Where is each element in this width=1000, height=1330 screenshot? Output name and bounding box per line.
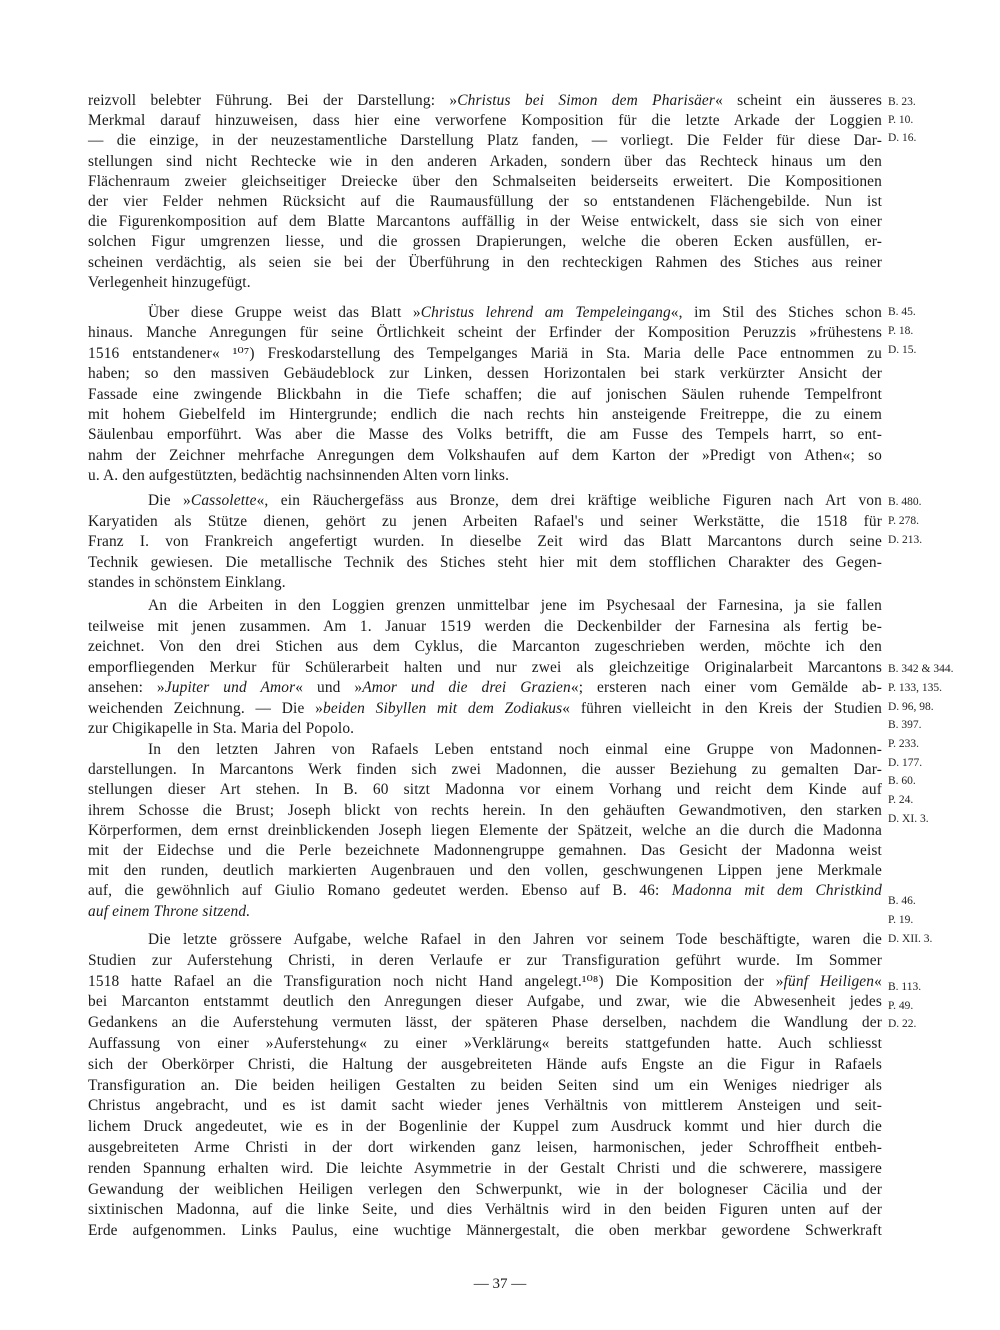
- margin-reference: B. 480.: [888, 496, 922, 508]
- text-line: [88, 1117, 882, 1137]
- text-line: [88, 111, 882, 131]
- text-line: [88, 821, 882, 841]
- text-run: nahm der Zeichner mehrfache Anregungen dem Volkshaufen auf dem Karton der »Predigt von Athen«; so: [88, 446, 882, 464]
- text-line: [88, 1034, 882, 1054]
- margin-reference: D. 16.: [888, 132, 917, 144]
- text-line: [88, 1055, 882, 1075]
- margin-reference: P. 10.: [888, 114, 914, 126]
- text-run: « scheint ein äusseres: [715, 92, 882, 109]
- italic-title: Amor und die drei Grazien: [362, 679, 571, 696]
- text-run: weichenden Zeichnung. — Die »: [88, 699, 323, 717]
- text-run: Merkmal darauf hinzuweisen, dass hier eine verworfene Komposition für die letzte Arkade der Loggien: [88, 112, 882, 130]
- text-line: [148, 491, 882, 511]
- text-line: [88, 405, 882, 425]
- text-run: stellungen sind nicht Rechtecke wie in den anderen Arkaden, sondern über das Rechteck hinaus um den: [88, 152, 882, 170]
- text-line: [88, 861, 882, 881]
- margin-reference: P. 49.: [888, 1000, 914, 1012]
- text-line: [88, 780, 882, 800]
- italic-title: Cassolette: [190, 492, 257, 509]
- text-line: [88, 902, 882, 922]
- text-run: Karyatiden als Stütze dienen, gehört zu jenen Arbeiten Rafael's und seiner Werkstätte, die 1518 für: [88, 512, 882, 530]
- text-line: [88, 253, 882, 273]
- text-line: [148, 303, 882, 323]
- text-line: [88, 841, 882, 861]
- text-run: scheinen verdächtig, als seien sie bei der Überführung in den rechteckigen Rahmen des Stiches aus reiner: [88, 253, 882, 271]
- text-run: teilweise mit jenen zusammen. Am 1. Januar 1519 werden die Deckenbilder der Farnesina als fertig be-: [88, 617, 882, 635]
- text-line: [88, 1013, 882, 1033]
- margin-reference: D. XI. 3.: [888, 813, 929, 825]
- text-run: « und »: [295, 679, 363, 696]
- text-line: [88, 760, 882, 780]
- italic-title: Madonna mit dem Christkind: [671, 882, 882, 900]
- text-run: Fassade eine zwingende Blickbahn in die Tiefe schaffen; die auf jonischen Säulen ruhende Tempelfront: [88, 385, 882, 403]
- text-run: Körperformen, dem ernst dreinblickenden Joseph liegen Elemente der Spätzeit, welche an die durch die Madonna: [88, 821, 882, 839]
- text-run: solchen Figur umgrenzen liesse, und die grossen Drapierungen, welche die oberen Ecken ausfüllen, er-: [88, 233, 882, 251]
- margin-reference: P. 278.: [888, 515, 919, 527]
- margin-reference: B. 342 & 344.: [888, 663, 954, 675]
- italic-title: beiden Sibyllen mit dem Zodiakus: [322, 699, 563, 717]
- text-run: der vier Felder nehmen Rücksicht auf die Raumausfüllung der so entstandenen Flächengebilde. Nun ist: [88, 193, 882, 210]
- text-line: [88, 972, 882, 992]
- text-run: auf, die gewöhnlich auf Giulio Romano gedeutet werden. Ebenso auf B. 46:: [88, 882, 672, 900]
- margin-reference: P. 18.: [888, 325, 914, 337]
- italic-title: Christus bei Simon dem Pharisäer: [457, 92, 716, 109]
- margin-reference: B. 23.: [888, 96, 916, 108]
- text-line: [88, 1076, 882, 1096]
- text-run: mit hohem Giebelfeld im Hintergrunde; endlich die nach rechts hin ansteigende Freitreppe, die zu einem: [88, 406, 882, 423]
- text-run: sich der Oberkörper Christi, die Haltung der ausgebreiteten Hände aufs Engste an die Figur in Rafaels: [88, 1055, 882, 1073]
- text-line: [88, 699, 882, 719]
- text-run: stellungen dieser Art stehen. In B. 60 sitzt Madonna vor einem Vorhang und reicht dem Kinde auf: [88, 781, 882, 799]
- text-run: mit den runden, deutlich markierten Augenbrauen und den vollen, geschwungenen Lippen jene Merkmale: [88, 862, 882, 880]
- text-run: Erde aufgenommen. Links Paulus, eine wuchtige Männergestalt, die oben merkbar gewordene Schwerkraft: [88, 1222, 882, 1240]
- text-run: sixtinischen Madonna, auf die linke Seite, und dies Verhältnis wird in den beiden Figuren unten auf der: [88, 1201, 882, 1219]
- text-run: zur Chigikapelle in Sta. Maria del Popolo.: [88, 720, 355, 737]
- margin-reference: B. 60.: [888, 775, 916, 787]
- text-run: In den letzten Jahren von Rafaels Leben entstand noch einmal eine Gruppe von Madonnen-: [148, 741, 882, 758]
- text-line: [88, 466, 882, 486]
- page-number: — 37 —: [473, 1276, 527, 1292]
- text-run: 1516 entstandener« ¹⁰⁷) Freskodarstellung des Tempelganges Mariä in Sta. Maria delle Pace entnommen zu: [88, 344, 882, 362]
- text-line: [148, 596, 882, 616]
- italic-title: Jupiter und Amor: [164, 679, 296, 696]
- text-run: Flächenraum zweier gleichseitiger Dreiecke über den Schmalseiten beiderseits erweitert. Die Kompositionen: [88, 172, 882, 190]
- text-line: [88, 1180, 882, 1200]
- text-line: [88, 1138, 882, 1158]
- margin-reference: P. 24.: [888, 794, 914, 806]
- text-run: Gewandung der weiblichen Heiligen verlegen den Schwerpunkt, wie in der bologneser Cäcilia und der: [88, 1180, 882, 1198]
- text-run: Gedankens an die Auferstehung vermuten lässt, der späteren Phase derselben, nachdem die Wandlung der: [88, 1014, 882, 1032]
- text-run: mit der Eidechse und die Perle bezeichnete Madonnengruppe gemahnen. Das Gesicht der Madonna weist: [88, 842, 882, 859]
- text-run: «: [874, 972, 882, 990]
- margin-reference: D. 22.: [888, 1018, 917, 1030]
- text-line: [148, 930, 882, 950]
- margin-reference: D. 177.: [888, 757, 923, 769]
- text-line: [88, 532, 882, 552]
- text-line: [88, 881, 882, 901]
- text-line: [88, 658, 882, 678]
- text-run: standes in schönstem Einklang.: [88, 574, 286, 591]
- text-run: hinaus. Manche Anregungen für seine Örtlichkeit scheint der Erfinder der Komposition Peruzzis »frühestens: [88, 324, 882, 342]
- text-run: Die letzte grössere Aufgabe, welche Rafael in den Jahren vor seinem Tode beschäftigte, waren die: [148, 931, 882, 948]
- margin-reference: D. 96, 98.: [888, 701, 934, 713]
- text-line: [88, 992, 882, 1012]
- text-run: Christus angebracht, und es ist damit sacht wieder jenes Verhältnis von mittlerem Ansteigen und seit-: [88, 1097, 882, 1115]
- margin-reference: B. 397.: [888, 719, 922, 731]
- text-run: Auffassung von einer »Auferstehung« zu einer »Verklärung« bereits stattgefunden hatte. Auch schliesst: [88, 1035, 882, 1052]
- text-line: [148, 740, 882, 760]
- text-run: Die »: [148, 492, 191, 509]
- text-line: [88, 801, 882, 821]
- text-run: 1518 hatte Rafael an die Transfiguration noch nicht Hand angelegt.¹⁰⁸) Die Komposition der »: [88, 972, 784, 990]
- text-run: u. A. den aufgestützten, bedächtig nachsinnenden Alten vorn links.: [88, 467, 510, 485]
- text-run: bei Marcanton entstammt deutlich den Anregungen dieser Aufgabe, und zwar, wie die Abwesenheit jedes: [88, 993, 882, 1011]
- text-run: «, im Stil des Stiches schon: [670, 304, 883, 321]
- text-run: «, ein Räuchergefäss aus Bronze, dem drei kräftige weibliche Figuren nach Art von: [256, 492, 883, 509]
- text-line: [88, 344, 882, 364]
- margin-reference: P. 133, 135.: [888, 682, 942, 694]
- text-line: [88, 425, 882, 445]
- margin-reference: B. 45.: [888, 306, 916, 318]
- text-run: darstellungen. In Marcantons Werk finden sich zwei Madonnen, die ausser Beziehung zu gemalten Dar-: [88, 761, 882, 779]
- text-line: [88, 637, 882, 657]
- text-line: [88, 573, 882, 593]
- italic-title: Christus lehrend am Tempeleingang: [420, 304, 671, 321]
- text-line: [88, 172, 882, 192]
- text-run: Über diese Gruppe weist das Blatt »: [148, 304, 421, 321]
- text-line: [88, 232, 882, 252]
- text-run: lichem Druck angedeutet, wie es in der Bogenlinie der Kuppel zum Ausdruck kommt und hier durch die: [88, 1118, 882, 1136]
- text-run: Technik gewiesen. Die metallische Technik des Stiches steht hier mit dem stofflichen Charakter des Gegen-: [88, 553, 882, 571]
- margin-reference: D. 15.: [888, 344, 917, 356]
- text-run: ausgebreiteten Arme Christi in der dort wirkenden ganz leisen, harmonischen, jeder Schroffheit entbeh-: [88, 1139, 882, 1156]
- text-run: ansehen: »: [88, 679, 165, 696]
- text-line: [88, 192, 882, 212]
- text-line: [88, 1221, 882, 1241]
- margin-reference: P. 233.: [888, 738, 919, 750]
- text-line: [88, 364, 882, 384]
- text-line: [88, 1200, 882, 1220]
- text-line: [88, 617, 882, 637]
- margin-reference: D. 213.: [888, 534, 923, 546]
- italic-title: fünf Heiligen: [783, 972, 875, 990]
- text-run: ihrem Schosse die Brust; Joseph blickt von rechts herein. In den gehäuften Gewandmotiven, den starken: [88, 801, 882, 819]
- text-run: Studien zur Auferstehung Christi, in deren Verlaufe er zur Transfiguration geführt wurde. Im Sommer: [88, 951, 882, 969]
- text-run: haben; so den massiven Gebäudeblock zur Linken, dessen Horizontalen bei stark verkürzter Ansicht der: [88, 365, 882, 383]
- text-run: « führen vielleicht in den Kreis der Studien: [562, 699, 883, 717]
- text-line: [88, 719, 882, 739]
- text-run: zeichnet. Von den drei Stichen aus dem Cyklus, die Marcanton zugeschrieben werden, möchte ich den: [88, 638, 882, 655]
- text-line: [88, 512, 882, 532]
- margin-reference: B. 46.: [888, 895, 916, 907]
- text-line: [88, 1159, 882, 1179]
- text-line: [88, 446, 882, 466]
- text-line: [88, 131, 882, 151]
- text-line: [88, 1096, 882, 1116]
- text-run: Franz I. von Frankreich angefertigt wurden. In dieselbe Zeit wird das Blatt Marcantons durch seine: [88, 533, 882, 550]
- text-run: «; ersteren nach einer vom Gemälde ab-: [570, 679, 882, 696]
- margin-reference: D. XII. 3.: [888, 933, 933, 945]
- text-line: [88, 152, 882, 172]
- text-line: [88, 323, 882, 343]
- text-line: [88, 273, 882, 293]
- text-line: [88, 91, 882, 111]
- text-line: [88, 678, 882, 698]
- text-run: An die Arbeiten in den Loggien grenzen unmittelbar jene im Psychesaal der Farnesina, ja sie fallen: [148, 597, 882, 614]
- italic-title: auf einem Throne sitzend.: [88, 902, 251, 920]
- text-line: [88, 951, 882, 971]
- margin-reference: P. 19.: [888, 914, 914, 926]
- text-line: [88, 385, 882, 405]
- margin-reference: B. 113.: [888, 981, 922, 993]
- text-run: emporfliegenden Merkur für Schülerarbeit halten und nur zwei als gleichzeitige Originalarbeit Marcantons: [88, 658, 882, 676]
- text-run: Säulenbau emporführt. Was aber die Masse des Volks betrifft, die am Fusse des Tempels harrt, so ent-: [88, 426, 882, 444]
- text-run: — die einzige, in der neuzestamentliche Darstellung Platz fanden, — vorliegt. Die Felder für diese Dar-: [88, 132, 882, 150]
- text-run: die Figurenkomposition auf dem Blatte Marcantons auffällig in der Weise entwickelt, dass sie sich von einer: [88, 213, 882, 231]
- text-run: renden Spannung erhalten wird. Die leichte Asymmetrie in der Gestalt Christi und die schwerere, massigere: [88, 1159, 882, 1177]
- text-line: [88, 553, 882, 573]
- text-run: Verlegenheit hinzugefügt.: [88, 273, 251, 291]
- text-run: Transfiguration an. Die beiden heiligen Gestalten zu beiden Seiten sind um ein Weniges niedriger als: [88, 1076, 882, 1094]
- text-line: [88, 212, 882, 232]
- text-run: reizvoll belebter Führung. Bei der Darstellung: »: [88, 92, 458, 109]
